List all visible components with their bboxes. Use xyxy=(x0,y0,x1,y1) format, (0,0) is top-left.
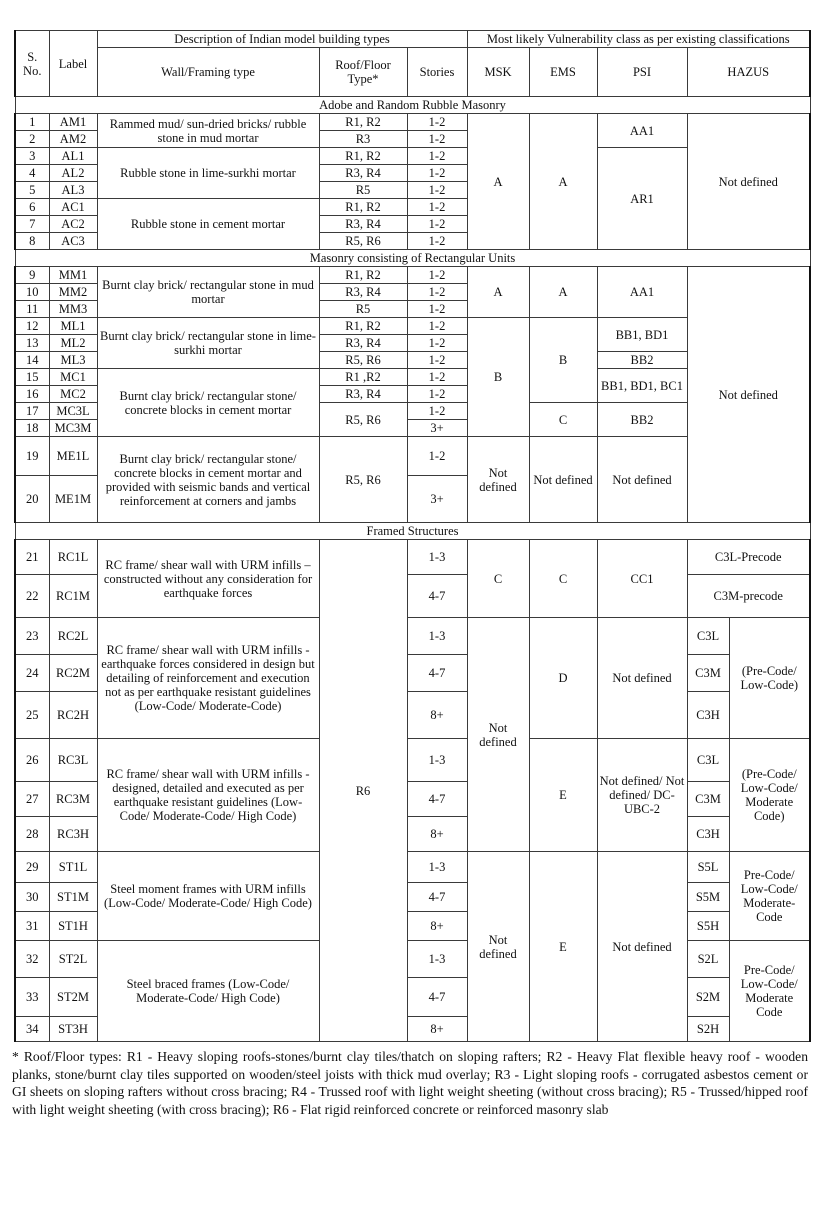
row-label: RC2L xyxy=(49,618,97,655)
cell-psi: BB2 xyxy=(597,403,687,437)
cell-ems: E xyxy=(529,852,597,1042)
cell-hazus-code: C3M xyxy=(687,782,729,817)
header-sno xyxy=(15,31,49,97)
cell-ems: A xyxy=(529,114,597,250)
row-label: AC3 xyxy=(49,233,97,250)
row-label: AL3 xyxy=(49,182,97,199)
cell-msk: C xyxy=(467,540,529,618)
cell-hazus-code: S2H xyxy=(687,1017,729,1042)
header-msk: MSK xyxy=(467,48,529,97)
row-wall-type: Burnt clay brick/ rectangular stone/ concrete blocks in cement mortar and provided with seismic bands and vertical reinforcement at corners and jambs xyxy=(97,437,319,523)
row-label: MC3L xyxy=(49,403,97,420)
row-label: RC2M xyxy=(49,655,97,692)
row-label: RC1M xyxy=(49,575,97,618)
cell-ems: B xyxy=(529,318,597,403)
row-sno: 24 xyxy=(15,655,49,692)
row-label: MC2 xyxy=(49,386,97,403)
cell-hazus-code: C3L xyxy=(687,618,729,655)
row-label: RC3M xyxy=(49,782,97,817)
header-label: Label xyxy=(49,31,97,97)
row-roof-type: R3, R4 xyxy=(319,335,407,352)
cell-ems: A xyxy=(529,267,597,318)
header-wall-framing-type: Wall/Framing type xyxy=(97,48,319,97)
row-wall-type: Rammed mud/ sun-dried bricks/ rubble stone in mud mortar xyxy=(97,114,319,148)
table-row xyxy=(15,618,810,655)
cell-hazus-note: (Pre-Code/ Low-Code) xyxy=(729,618,810,739)
row-sno: 21 xyxy=(15,540,49,575)
table-row xyxy=(15,739,810,782)
cell-msk: B xyxy=(467,318,529,437)
row-label: AC2 xyxy=(49,216,97,233)
row-label: ST1L xyxy=(49,852,97,883)
cell-msk: Not defined xyxy=(467,852,529,1042)
row-sno: 3 xyxy=(15,148,49,165)
row-roof-type: R1, R2 xyxy=(319,148,407,165)
row-label: ST1M xyxy=(49,883,97,912)
row-roof-type: R3, R4 xyxy=(319,165,407,182)
cell-msk: Not defined xyxy=(467,437,529,523)
row-stories: 1-3 xyxy=(407,739,467,782)
table-row xyxy=(15,941,810,978)
row-sno: 4 xyxy=(15,165,49,182)
row-stories: 1-2 xyxy=(407,114,467,131)
row-label: AL1 xyxy=(49,148,97,165)
row-wall-type: Rubble stone in cement mortar xyxy=(97,199,319,250)
row-stories: 8+ xyxy=(407,912,467,941)
row-sno: 11 xyxy=(15,301,49,318)
row-stories: 1-2 xyxy=(407,131,467,148)
section-row-adobe xyxy=(15,97,810,114)
row-wall-type: RC frame/ shear wall with URM infills - earthquake forces considered in design but detailing of reinforcement and execution not as per earthquake resistant guidelines (Low-Code/ Moderate-Code) xyxy=(97,618,319,739)
row-label: RC3L xyxy=(49,739,97,782)
row-sno: 6 xyxy=(15,199,49,216)
row-stories: 1-2 xyxy=(407,437,467,476)
row-sno: 29 xyxy=(15,852,49,883)
row-stories: 8+ xyxy=(407,1017,467,1042)
row-stories: 4-7 xyxy=(407,782,467,817)
row-sno: 8 xyxy=(15,233,49,250)
row-stories: 8+ xyxy=(407,817,467,852)
row-sno: 23 xyxy=(15,618,49,655)
header-stories: Stories xyxy=(407,48,467,97)
cell-hazus-code: C3H xyxy=(687,817,729,852)
row-stories: 8+ xyxy=(407,692,467,739)
section-row-framed xyxy=(15,523,810,540)
row-label: ST2M xyxy=(49,978,97,1017)
cell-hazus: C3M-precode xyxy=(687,575,810,618)
cell-psi: Not defined xyxy=(597,852,687,1042)
row-label: ML1 xyxy=(49,318,97,335)
cell-psi: BB1, BD1 xyxy=(597,318,687,352)
row-sno: 26 xyxy=(15,739,49,782)
header-psi: PSI xyxy=(597,48,687,97)
row-sno: 17 xyxy=(15,403,49,420)
row-stories: 1-2 xyxy=(407,386,467,403)
cell-ems: D xyxy=(529,618,597,739)
row-sno: 19 xyxy=(15,437,49,476)
row-stories: 1-3 xyxy=(407,618,467,655)
row-label: ML2 xyxy=(49,335,97,352)
row-stories: 1-2 xyxy=(407,301,467,318)
row-label: ST2L xyxy=(49,941,97,978)
row-label: ML3 xyxy=(49,352,97,369)
row-label: MC3M xyxy=(49,420,97,437)
cell-msk: A xyxy=(467,267,529,318)
cell-psi: Not defined/ Not defined/ DC-UBC-2 xyxy=(597,739,687,852)
cell-ems: Not defined xyxy=(529,437,597,523)
row-label: MM1 xyxy=(49,267,97,284)
row-stories: 1-2 xyxy=(407,216,467,233)
cell-hazus-code: C3M xyxy=(687,655,729,692)
header-roof-floor-type xyxy=(319,48,407,97)
header-ems: EMS xyxy=(529,48,597,97)
row-sno: 28 xyxy=(15,817,49,852)
row-sno: 10 xyxy=(15,284,49,301)
row-sno: 2 xyxy=(15,131,49,148)
building-typology-table-page xyxy=(0,30,820,1231)
row-label: RC3H xyxy=(49,817,97,852)
table-header-row-1 xyxy=(15,31,810,48)
row-wall-type: Steel moment frames with URM infills (Low-Code/ Moderate-Code/ High Code) xyxy=(97,852,319,941)
row-stories: 1-2 xyxy=(407,335,467,352)
row-sno: 14 xyxy=(15,352,49,369)
building-typology-table xyxy=(14,30,811,1042)
row-label: ME1L xyxy=(49,437,97,476)
row-stories: 3+ xyxy=(407,476,467,523)
cell-hazus-code: S5L xyxy=(687,852,729,883)
row-stories: 1-2 xyxy=(407,267,467,284)
cell-psi: BB1, BD1, BC1 xyxy=(597,369,687,403)
cell-hazus-code: S2M xyxy=(687,978,729,1017)
cell-psi: Not defined xyxy=(597,437,687,523)
row-stories: 1-2 xyxy=(407,403,467,420)
row-roof-type: R3, R4 xyxy=(319,386,407,403)
row-stories: 1-2 xyxy=(407,284,467,301)
row-label: ST1H xyxy=(49,912,97,941)
row-label: MM2 xyxy=(49,284,97,301)
row-wall-type: Rubble stone in lime-surkhi mortar xyxy=(97,148,319,199)
cell-hazus-code: S5M xyxy=(687,883,729,912)
cell-psi: Not defined xyxy=(597,618,687,739)
cell-hazus-code: S5H xyxy=(687,912,729,941)
row-stories: 1-2 xyxy=(407,148,467,165)
row-roof-type: R1, R2 xyxy=(319,318,407,335)
row-stories: 4-7 xyxy=(407,978,467,1017)
row-sno: 5 xyxy=(15,182,49,199)
cell-hazus-code: C3H xyxy=(687,692,729,739)
row-roof-type: R5, R6 xyxy=(319,352,407,369)
row-sno: 30 xyxy=(15,883,49,912)
cell-ems: E xyxy=(529,739,597,852)
row-roof-type: R5 xyxy=(319,301,407,318)
row-sno: 1 xyxy=(15,114,49,131)
row-roof-type: R3, R4 xyxy=(319,216,407,233)
row-label: AL2 xyxy=(49,165,97,182)
row-roof-type: R6 xyxy=(319,540,407,1042)
row-label: RC2H xyxy=(49,692,97,739)
row-sno: 15 xyxy=(15,369,49,386)
row-stories: 1-2 xyxy=(407,199,467,216)
cell-psi: AA1 xyxy=(597,267,687,318)
cell-hazus: C3L-Precode xyxy=(687,540,810,575)
row-sno: 34 xyxy=(15,1017,49,1042)
row-label: MM3 xyxy=(49,301,97,318)
row-stories: 1-2 xyxy=(407,369,467,386)
cell-hazus-note: Pre-Code/ Low-Code/ Moderate Code xyxy=(729,941,810,1042)
section-row-masonry xyxy=(15,250,810,267)
row-roof-type: R1, R2 xyxy=(319,199,407,216)
row-sno: 22 xyxy=(15,575,49,618)
row-stories: 4-7 xyxy=(407,655,467,692)
row-sno: 13 xyxy=(15,335,49,352)
row-roof-type: R1 ,R2 xyxy=(319,369,407,386)
row-sno: 33 xyxy=(15,978,49,1017)
row-wall-type: Burnt clay brick/ rectangular stone in lime-surkhi mortar xyxy=(97,318,319,369)
header-hazus: HAZUS xyxy=(687,48,810,97)
header-description-group: Description of Indian model building types xyxy=(97,31,467,48)
header-roof-line1: Roof/Floor xyxy=(335,58,391,72)
cell-psi: CC1 xyxy=(597,540,687,618)
cell-hazus-code: S2L xyxy=(687,941,729,978)
section-title-masonry: Masonry consisting of Rectangular Units xyxy=(15,250,810,267)
row-sno: 16 xyxy=(15,386,49,403)
row-wall-type: Steel braced frames (Low-Code/ Moderate-Code/ High Code) xyxy=(97,941,319,1042)
cell-psi: BB2 xyxy=(597,352,687,369)
row-sno: 20 xyxy=(15,476,49,523)
table-row xyxy=(15,540,810,575)
row-label: AC1 xyxy=(49,199,97,216)
footnote-roof-floor-types: * Roof/Floor types: R1 - Heavy sloping roofs-stones/burnt clay tiles/thatch on sloping rafters; R2 - Heavy Flat flexible heavy roof - wooden planks, stone/burnt clay tiles supported on wooden/steel joists with thick mud overlay; R3 - Light sloping roofs - corrugated asbestos cement or GI sheets on sloping rafters without cross bracing; R4 - Trussed roof with light weight sheeting (without cross bracing); R5 - Trussed/hipped roof with light weight sheeting (with cross bracing); R6 - Flat rigid reinforced concrete or reinforced masonry slab xyxy=(12,1049,808,1118)
row-stories: 1-2 xyxy=(407,165,467,182)
row-wall-type: RC frame/ shear wall with URM infills – constructed without any consideration for earthquake forces xyxy=(97,540,319,618)
row-label: AM2 xyxy=(49,131,97,148)
section-title-adobe: Adobe and Random Rubble Masonry xyxy=(15,97,810,114)
row-stories: 1-2 xyxy=(407,318,467,335)
row-roof-type: R3, R4 xyxy=(319,284,407,301)
row-stories: 1-3 xyxy=(407,540,467,575)
row-sno: 31 xyxy=(15,912,49,941)
cell-hazus: Not defined xyxy=(687,267,810,523)
cell-ems: C xyxy=(529,540,597,618)
row-stories: 1-3 xyxy=(407,852,467,883)
cell-hazus: Not defined xyxy=(687,114,810,250)
row-label: AM1 xyxy=(49,114,97,131)
row-wall-type: Burnt clay brick/ rectangular stone/ concrete blocks in cement mortar xyxy=(97,369,319,437)
row-stories: 1-3 xyxy=(407,941,467,978)
cell-psi: AA1 xyxy=(597,114,687,148)
cell-hazus-code: C3L xyxy=(687,739,729,782)
row-wall-type: Burnt clay brick/ rectangular stone in mud mortar xyxy=(97,267,319,318)
row-label: ST3H xyxy=(49,1017,97,1042)
row-roof-type: R1, R2 xyxy=(319,114,407,131)
cell-ems: C xyxy=(529,403,597,437)
header-roof-line2: Type* xyxy=(347,72,379,86)
row-stories: 4-7 xyxy=(407,883,467,912)
section-title-framed: Framed Structures xyxy=(15,523,810,540)
cell-hazus-note: Pre-Code/ Low-Code/ Moderate- Code xyxy=(729,852,810,941)
cell-hazus-note: (Pre-Code/ Low-Code/ Moderate Code) xyxy=(729,739,810,852)
row-sno: 32 xyxy=(15,941,49,978)
row-roof-type: R5, R6 xyxy=(319,437,407,523)
row-stories: 4-7 xyxy=(407,575,467,618)
row-stories: 1-2 xyxy=(407,352,467,369)
row-label: ME1M xyxy=(49,476,97,523)
row-stories: 1-2 xyxy=(407,182,467,199)
row-sno: 7 xyxy=(15,216,49,233)
row-wall-type: RC frame/ shear wall with URM infills - designed, detailed and executed as per earthquake resistant guidelines (Low-Code/ Moderate-Code/ High Code) xyxy=(97,739,319,852)
row-roof-type: R5, R6 xyxy=(319,233,407,250)
row-roof-type: R3 xyxy=(319,131,407,148)
row-sno: 12 xyxy=(15,318,49,335)
cell-psi: AR1 xyxy=(597,148,687,250)
row-label: RC1L xyxy=(49,540,97,575)
header-sno-line2: No. xyxy=(23,63,42,78)
row-stories: 1-2 xyxy=(407,233,467,250)
row-sno: 9 xyxy=(15,267,49,284)
row-roof-type: R1, R2 xyxy=(319,267,407,284)
row-stories: 3+ xyxy=(407,420,467,437)
row-sno: 25 xyxy=(15,692,49,739)
table-row xyxy=(15,267,810,284)
table-row xyxy=(15,114,810,131)
header-vulnerability-group: Most likely Vulnerability class as per existing classifications xyxy=(467,31,810,48)
cell-msk: Not defined xyxy=(467,618,529,852)
header-sno-line1: S. xyxy=(27,49,38,64)
row-label: MC1 xyxy=(49,369,97,386)
table-header-row-2 xyxy=(15,48,810,97)
row-sno: 27 xyxy=(15,782,49,817)
table-row xyxy=(15,852,810,883)
row-roof-type: R5 xyxy=(319,182,407,199)
cell-msk: A xyxy=(467,114,529,250)
row-sno: 18 xyxy=(15,420,49,437)
row-roof-type: R5, R6 xyxy=(319,403,407,437)
